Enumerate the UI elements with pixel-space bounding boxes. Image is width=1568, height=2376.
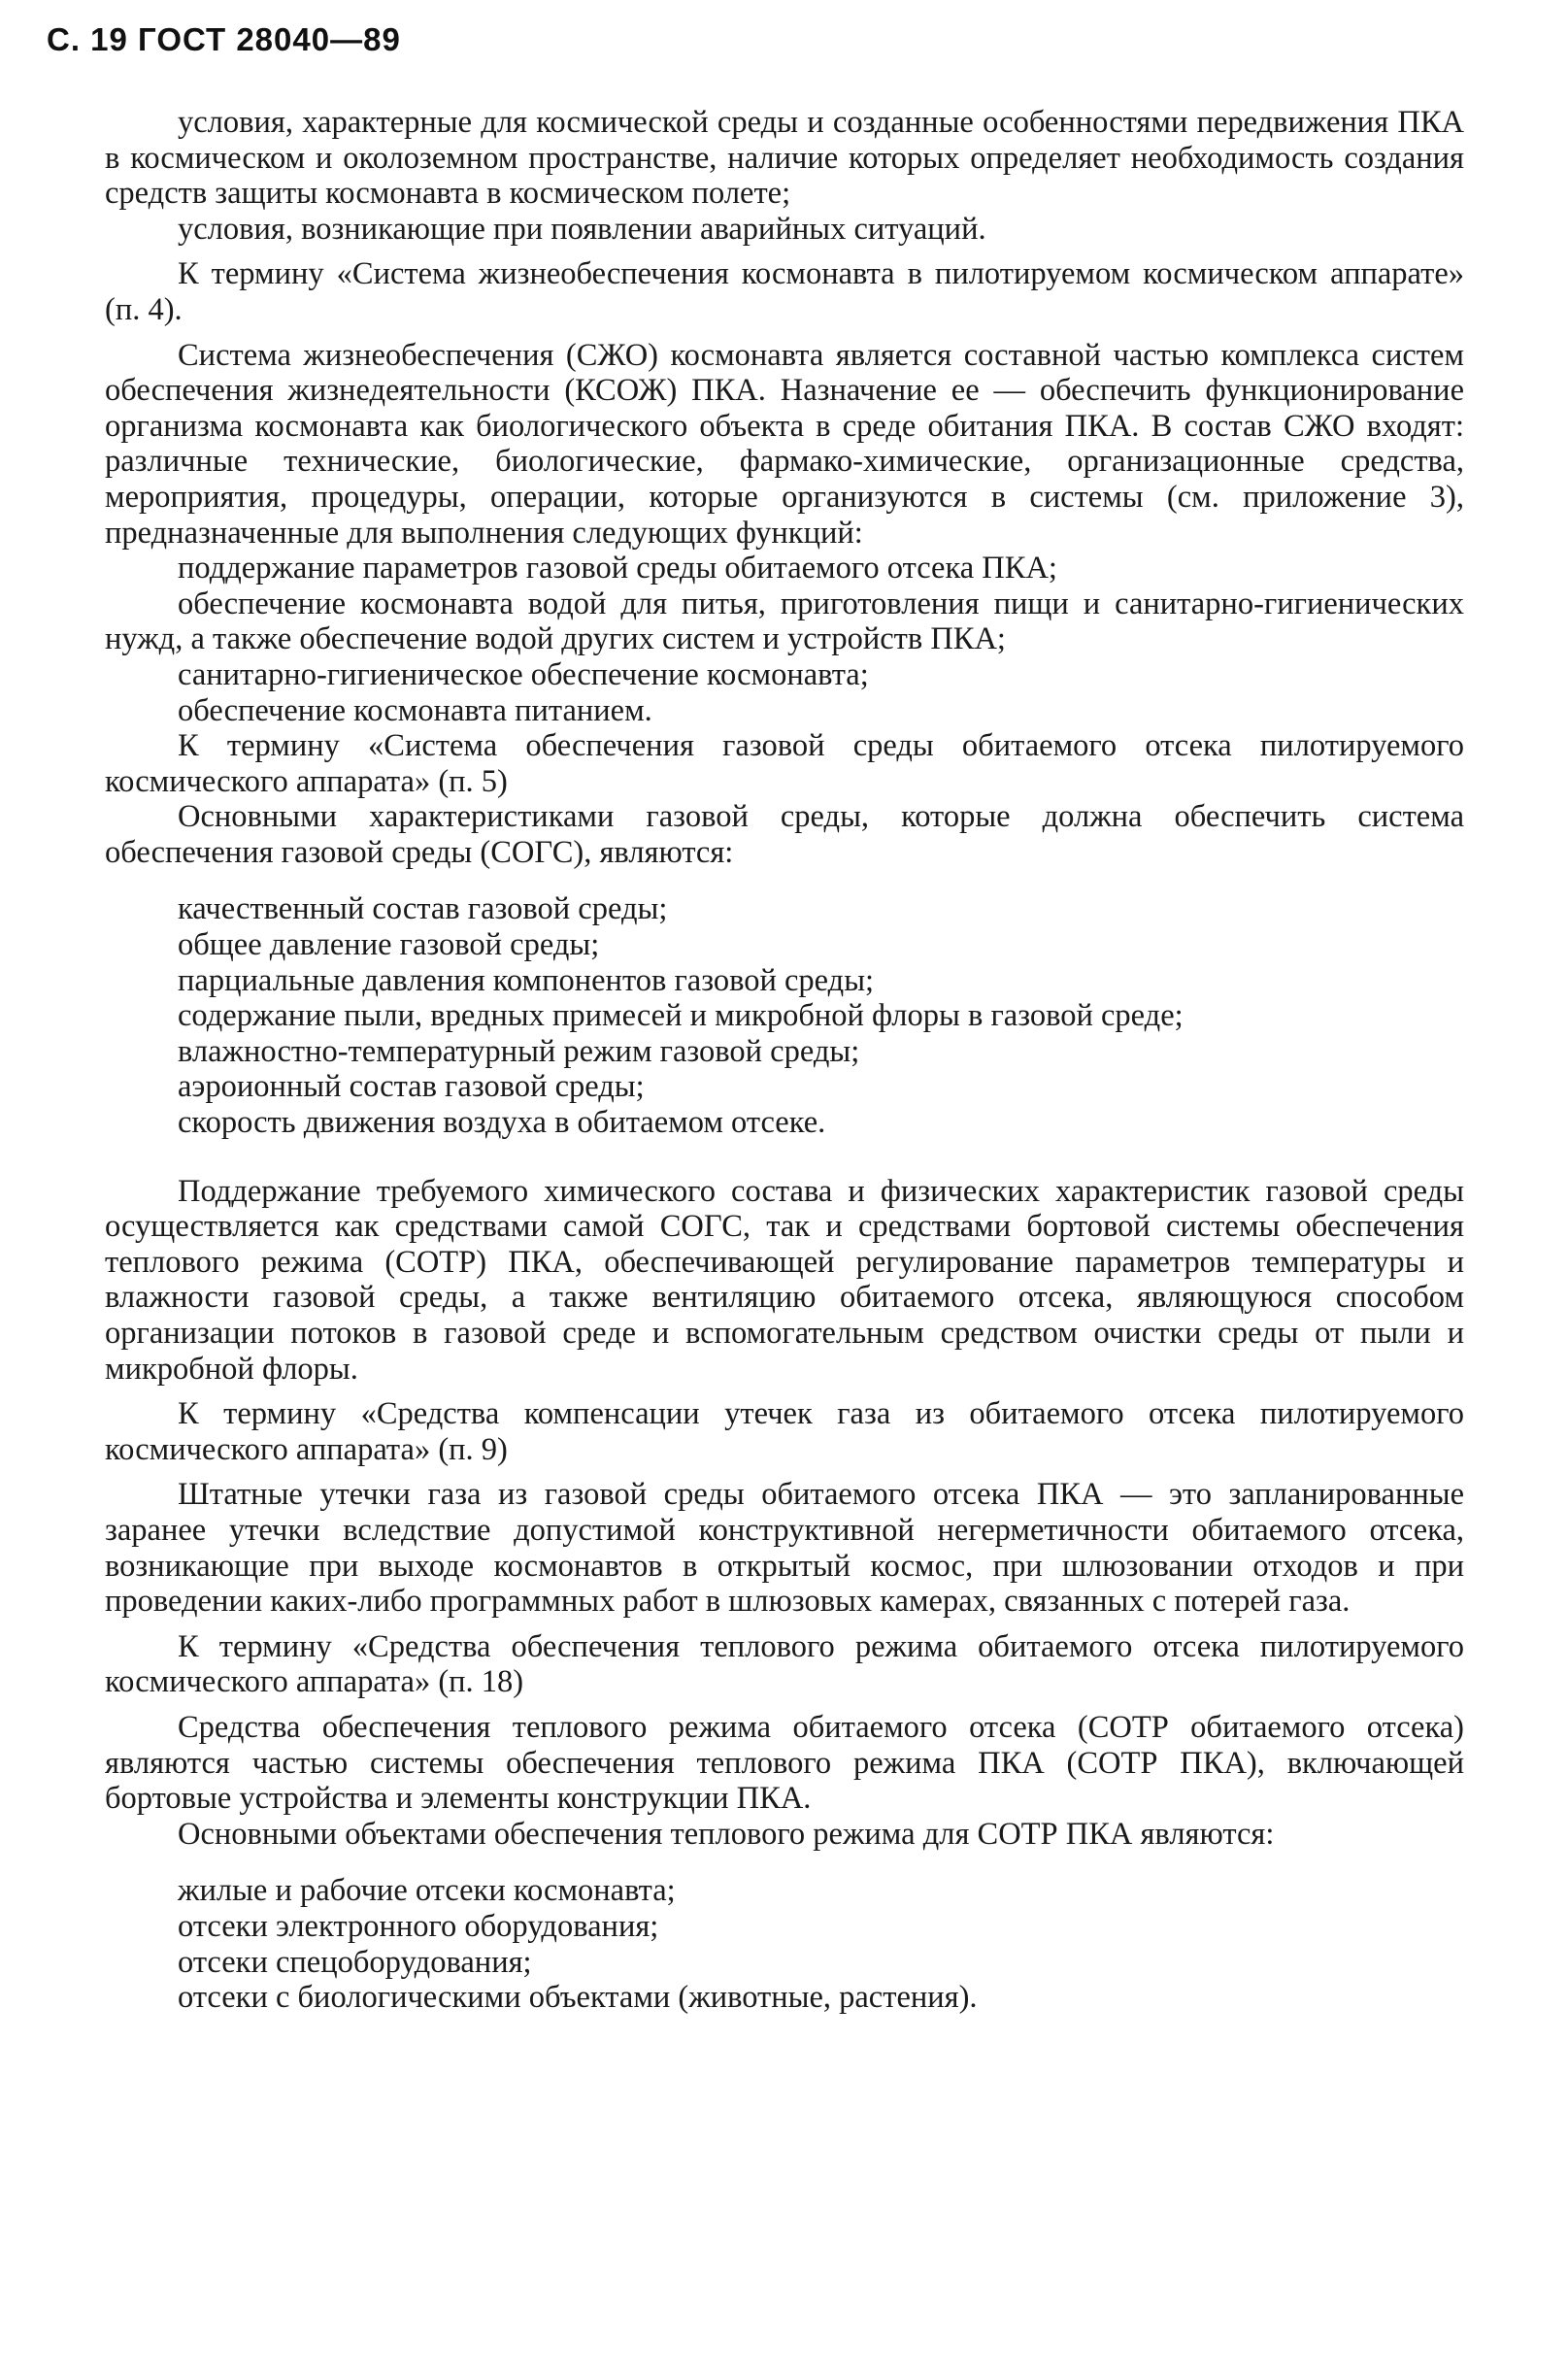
paragraph-gas-characteristics: Основными характеристиками газовой среды, которые должна обеспечить система обеспечения газовой среды (СОГС), являются: bbox=[105, 799, 1464, 870]
list-item: качественный состав газовой среды; bbox=[178, 891, 668, 927]
page-body bbox=[105, 105, 1464, 2016]
list-thermal-objects bbox=[105, 1873, 1464, 2015]
page-header: С. 19 ГОСТ 28040—89 bbox=[47, 21, 401, 57]
paragraph-gas-maintenance: Поддержание требуемого химического состава и физических характеристик газовой среды осуществляется как средствами самой СОГС, так и средствами бортовой системы обеспечения теплового режима (СОТР) ПКА, обеспечивающей регулирование параметров температуры и влажности газовой среды, а также вентиляцию обитаемого отсека, являющуюся способом организации потоков в газовой среде и вспомогательным средством очистки среды от пыли и микробной флоры. bbox=[105, 1173, 1464, 1387]
paragraph-regular-leaks: Штатные утечки газа из газовой среды обитаемого отсека ПКА — это запланированные заранее утечки вследствие допустимой конструктивной негерметичности обитаемого отсека, возникающие при выходе космонавтов в открытый космос, при шлюзовании отходов и при проведении каких-либо программных работ в шлюзовых камерах, связанных с потерей газа. bbox=[105, 1477, 1464, 1620]
paragraph-thermal-means-definition: Средства обеспечения теплового режима обитаемого отсека (СОТР обитаемого отсека) являются частью системы обеспечения теплового режима ПКА (СОТР ПКА), включающей бортовые устройства и элементы конструкции ПКА. bbox=[105, 1709, 1464, 1817]
term-heading-leak-compensation: К термину «Средства компенсации утечек газа из обитаемого отсека пилотируемого космического аппарата» (п. 9) bbox=[105, 1396, 1464, 1467]
function-food: обеспечение космонавта питанием. bbox=[178, 692, 652, 728]
paragraph-conditions-space: условия, характерные для космической среды и созданные особенностями передвижения ПКА в космическом и околоземном пространстве, наличие которых определяет необходимость создания средств защиты космонавта в космическом полете; bbox=[105, 105, 1464, 212]
term-heading-thermal-means: К термину «Средства обеспечения теплового режима обитаемого отсека пилотируемого космического аппарата» (п. 18) bbox=[105, 1628, 1464, 1700]
list-item: содержание пыли, вредных примесей и микробной флоры в газовой среде; bbox=[178, 998, 1184, 1034]
paragraph-conditions-emergency: условия, возникающие при появлении аварийных ситуаций. bbox=[178, 211, 986, 247]
function-water-supply: обеспечение космонавта водой для питья, приготовления пищи и санитарно-гигиенических нужд, а также обеспечение водой других систем и устройств ПКА; bbox=[105, 586, 1464, 657]
list-item: аэроионный состав газовой среды; bbox=[178, 1069, 645, 1105]
paragraph-life-support-definition: Система жизнеобеспечения (СЖО) космонавта является составной частью комплекса систем обеспечения жизнедеятельности (КСОЖ) ПКА. Назначение ее — обеспечить функционирование организма космонавта как биологического объекта в среде обитания ПКА. В состав СЖО входят: различные технические, биологические, фармако-химические, организационные средства, мероприятия, процедуры, операции, которые организуются в системы (см. приложение 3), предназначенные для выполнения следующих функций: bbox=[105, 337, 1464, 551]
term-heading-life-support: К термину «Система жизнеобеспечения космонавта в пилотируемом космическом аппарате» (п. 4). bbox=[105, 256, 1464, 327]
list-item: общее давление газовой среды; bbox=[178, 927, 600, 963]
list-item: отсеки спецоборудования; bbox=[178, 1944, 532, 1980]
list-item: отсеки электронного оборудования; bbox=[178, 1908, 659, 1944]
list-item: отсеки с биологическими объектами (животные, растения). bbox=[178, 1980, 978, 2016]
list-item: парциальные давления компонентов газовой среды; bbox=[178, 962, 875, 998]
list-item: скорость движения воздуха в обитаемом отсеке. bbox=[178, 1105, 826, 1141]
paragraph-thermal-objects: Основными объектами обеспечения теплового режима для СОТР ПКА являются: bbox=[178, 1816, 1275, 1852]
function-sanitary: санитарно-гигиеническое обеспечение космонавта; bbox=[178, 656, 869, 692]
list-gas-characteristics bbox=[105, 891, 1464, 1140]
list-item: жилые и рабочие отсеки космонавта; bbox=[178, 1873, 676, 1909]
list-item: влажностно-температурный режим газовой среды; bbox=[178, 1033, 860, 1069]
term-heading-gas-system: К термину «Система обеспечения газовой среды обитаемого отсека пилотируемого космического аппарата» (п. 5) bbox=[105, 728, 1464, 799]
function-gas-parameters: поддержание параметров газовой среды обитаемого отсека ПКА; bbox=[178, 551, 1057, 586]
